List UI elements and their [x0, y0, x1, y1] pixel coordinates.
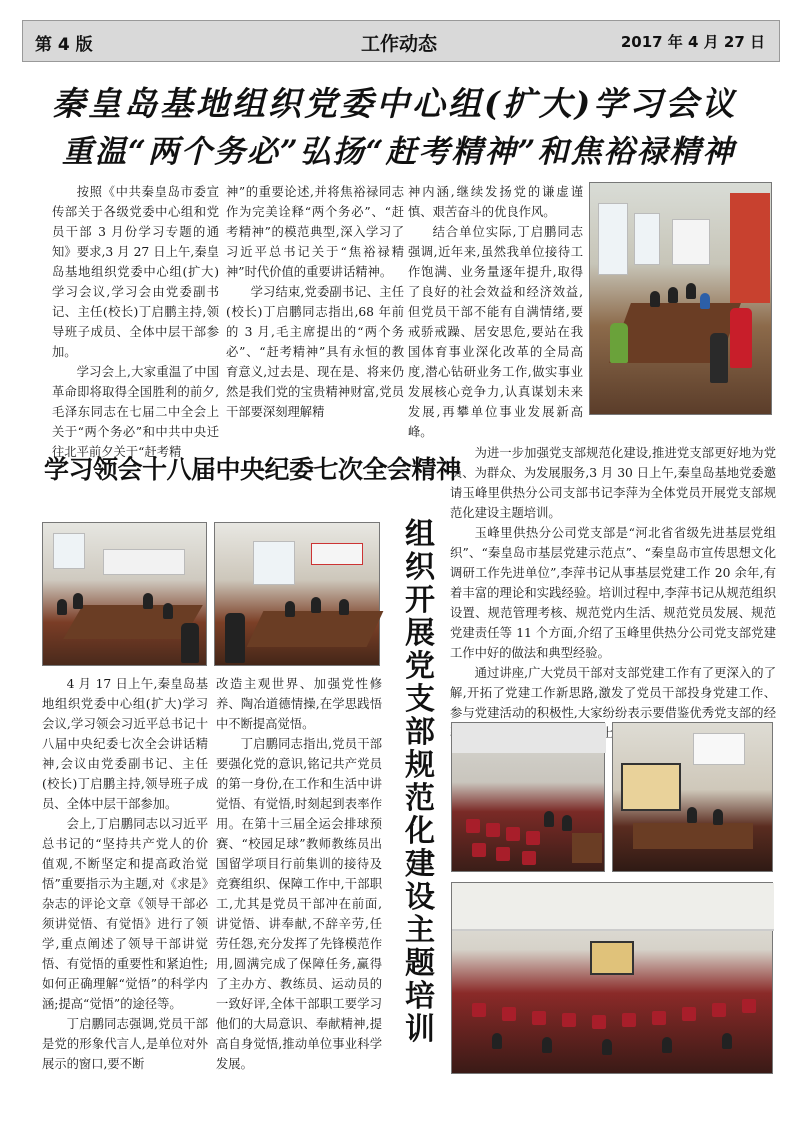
article1-meeting-photo — [589, 182, 772, 415]
article3-lecture-audience-photo — [451, 882, 773, 1074]
article1-column-2 — [226, 182, 404, 422]
article3-body — [450, 443, 776, 740]
article2-title: 学习领会十八届中央纪委七次全会精神 — [44, 455, 461, 484]
article1-title-line1: 秦皇岛基地组织党委中心组(扩大)学习会议 — [52, 84, 738, 123]
paragraph: 学习结束,党委副书记、主任(校长)丁启鹏同志指出,68 年前的 3 月,毛主席提出的“两个务必”、“赶考精神”具有永恒的教育意义,过去是、现在是、将来仍然是我们党的宝贵精神财富,党员干部要深刻理解精 — [226, 285, 404, 419]
article2-column-2 — [216, 674, 382, 1074]
paragraph: 通过讲座,广大党员干部对支部党建工作有了更深入的了解,开拓了党建工作新思路,激发了党员干部投身党建工作、参与党建活动的积极性,大家纷纷表示要借鉴优秀党支部的经 上 — [450, 666, 776, 740]
page-header — [22, 20, 780, 62]
edition-label: 第 4 版 — [35, 35, 93, 55]
article1-column-3 — [408, 182, 583, 439]
article2-meeting-photo-left — [42, 522, 207, 666]
article3-title: 组织开展党支部规范化建设主题培训 — [405, 517, 435, 1047]
article3-lecture-hall-photo-left — [451, 722, 605, 872]
paragraph: 结合单位实际,丁启鹏同志强调,近年来,虽然我单位接待工作饱满、业务量逐年提升,取得了良好的社会效益和经济效益,但党员干部不能有自满情绪,要戒骄戒躁、居安思危,要站在我国体育事业深化改革的全局高度,潜心钻研业务工作,做实事业发展核心竞争力,认真谋划未来发展,再攀单位事业发展新高峰。 — [408, 225, 583, 439]
article3-lecture-podium-photo — [612, 722, 773, 872]
article1-title-line2: 重温“两个务必”弘扬“赶考精神”和焦裕禄精神 — [62, 134, 736, 170]
paragraph: 4 月 17 日上午,秦皇岛基地组织党委中心组(扩大)学习会议,学习领会习近平总书记十八届中央纪委七次全会讲话精神,会议由党委副书记、主任(校长)丁启鹏主持,领导班子成员、全体中层干部参加。 — [42, 677, 208, 811]
paragraph: 改造主观世界、加强党性修养、陶冶道德情操,在学思践悟中不断提高觉悟。 — [216, 677, 382, 731]
issue-date: 2017 年 4 月 27 日 — [620, 33, 765, 51]
article2-column-1 — [42, 674, 208, 1074]
article2-meeting-photo-right — [214, 522, 380, 666]
paragraph: 按照《中共秦皇岛市委宣传部关于各级党委中心组和党员干部 3 月份学习专题的通知》要求,3 月 27 日上午,秦皇岛基地组织党委中心组(扩大)学习会议,学习会由党委副书记、主任(校长)丁启鹏主持,领导班子成员、全体中层干部参加。 — [52, 185, 219, 359]
paragraph: 玉峰里供热分公司党支部是“河北省省级先进基层党组织”、“秦皇岛市基层党建示范点”、“秦皇岛市宣传思想文化调研工作先进单位”,李萍书记从事基层党建工作 20 余年,有着丰富的理论和实践经验。培训过程中,李萍书记从规范组织设置、规范管理考核、规范党内生活、规范党员发展、规范党建责任等 11 个方面,介绍了玉峰里供热分公司党支部党建工作中好的做法和典型经验。 — [450, 526, 776, 660]
paragraph: 神内涵,继续发扬党的谦虚谨慎、艰苦奋斗的优良作风。 — [408, 185, 583, 219]
paragraph: 为进一步加强党支部规范化建设,推进党支部更好地为党员、为群众、为发展服务,3 月 30 日上午,秦皇岛基地党委邀请玉峰里供热分公司支部书记李萍为全体党员开展党支部规范化建设主题培训。 — [450, 446, 776, 520]
paragraph: 丁启鹏同志强调,党员干部是党的形象代言人,是单位对外展示的窗口,要不断 — [42, 1017, 208, 1071]
paragraph: 学习会上,大家重温了中国革命即将取得全国胜利的前夕,毛泽东同志在七届二中全会上关于“两个务必”和中共中央迁往北平前夕关于“赶考精 — [52, 365, 219, 459]
article1-column-1 — [52, 182, 219, 459]
section-title: 工作动态 — [361, 33, 438, 55]
paragraph: 会上,丁启鹏同志以习近平总书记的“坚持共产党人的价值观,不断坚定和提高政治觉悟”重要指示为主题,对《求是》杂志的评论文章《领导干部必须讲觉悟、有觉悟》进行了领学,重点阐述了领导干部讲觉悟、有觉悟的重要性和紧迫性;如何正确理解“觉悟”的科学内涵;提高“觉悟”的途径等。 — [42, 817, 208, 1011]
paragraph: 丁启鹏同志指出,党员干部要强化党的意识,铭记共产党员的第一身份,在工作和生活中讲觉悟、有觉悟,时刻起到表率作用。在第十三届全运会排球预赛、“校园足球”教师教练员出国留学项目行前集训的接待及竞赛组织、保障工作中,干部职工,尤其是党员干部冲在前面,讲觉悟、讲奉献,不辞辛劳,任劳任怨,充分发挥了先锋模范作用,圆满完成了保障任务,赢得了主办方、教练员、运动员的一致好评,全体干部职工要学习他们的大局意识、奉献精神,提高自身觉悟,推动单位事业科学发展。 — [216, 737, 382, 1071]
paragraph: 神”的重要论述,并将焦裕禄同志作为完美诠释“两个务必”、“赶考精神”的模范典型,深入学习了习近平总书记关于“焦裕禄精神”时代价值的重要讲话精神。 — [226, 185, 404, 279]
